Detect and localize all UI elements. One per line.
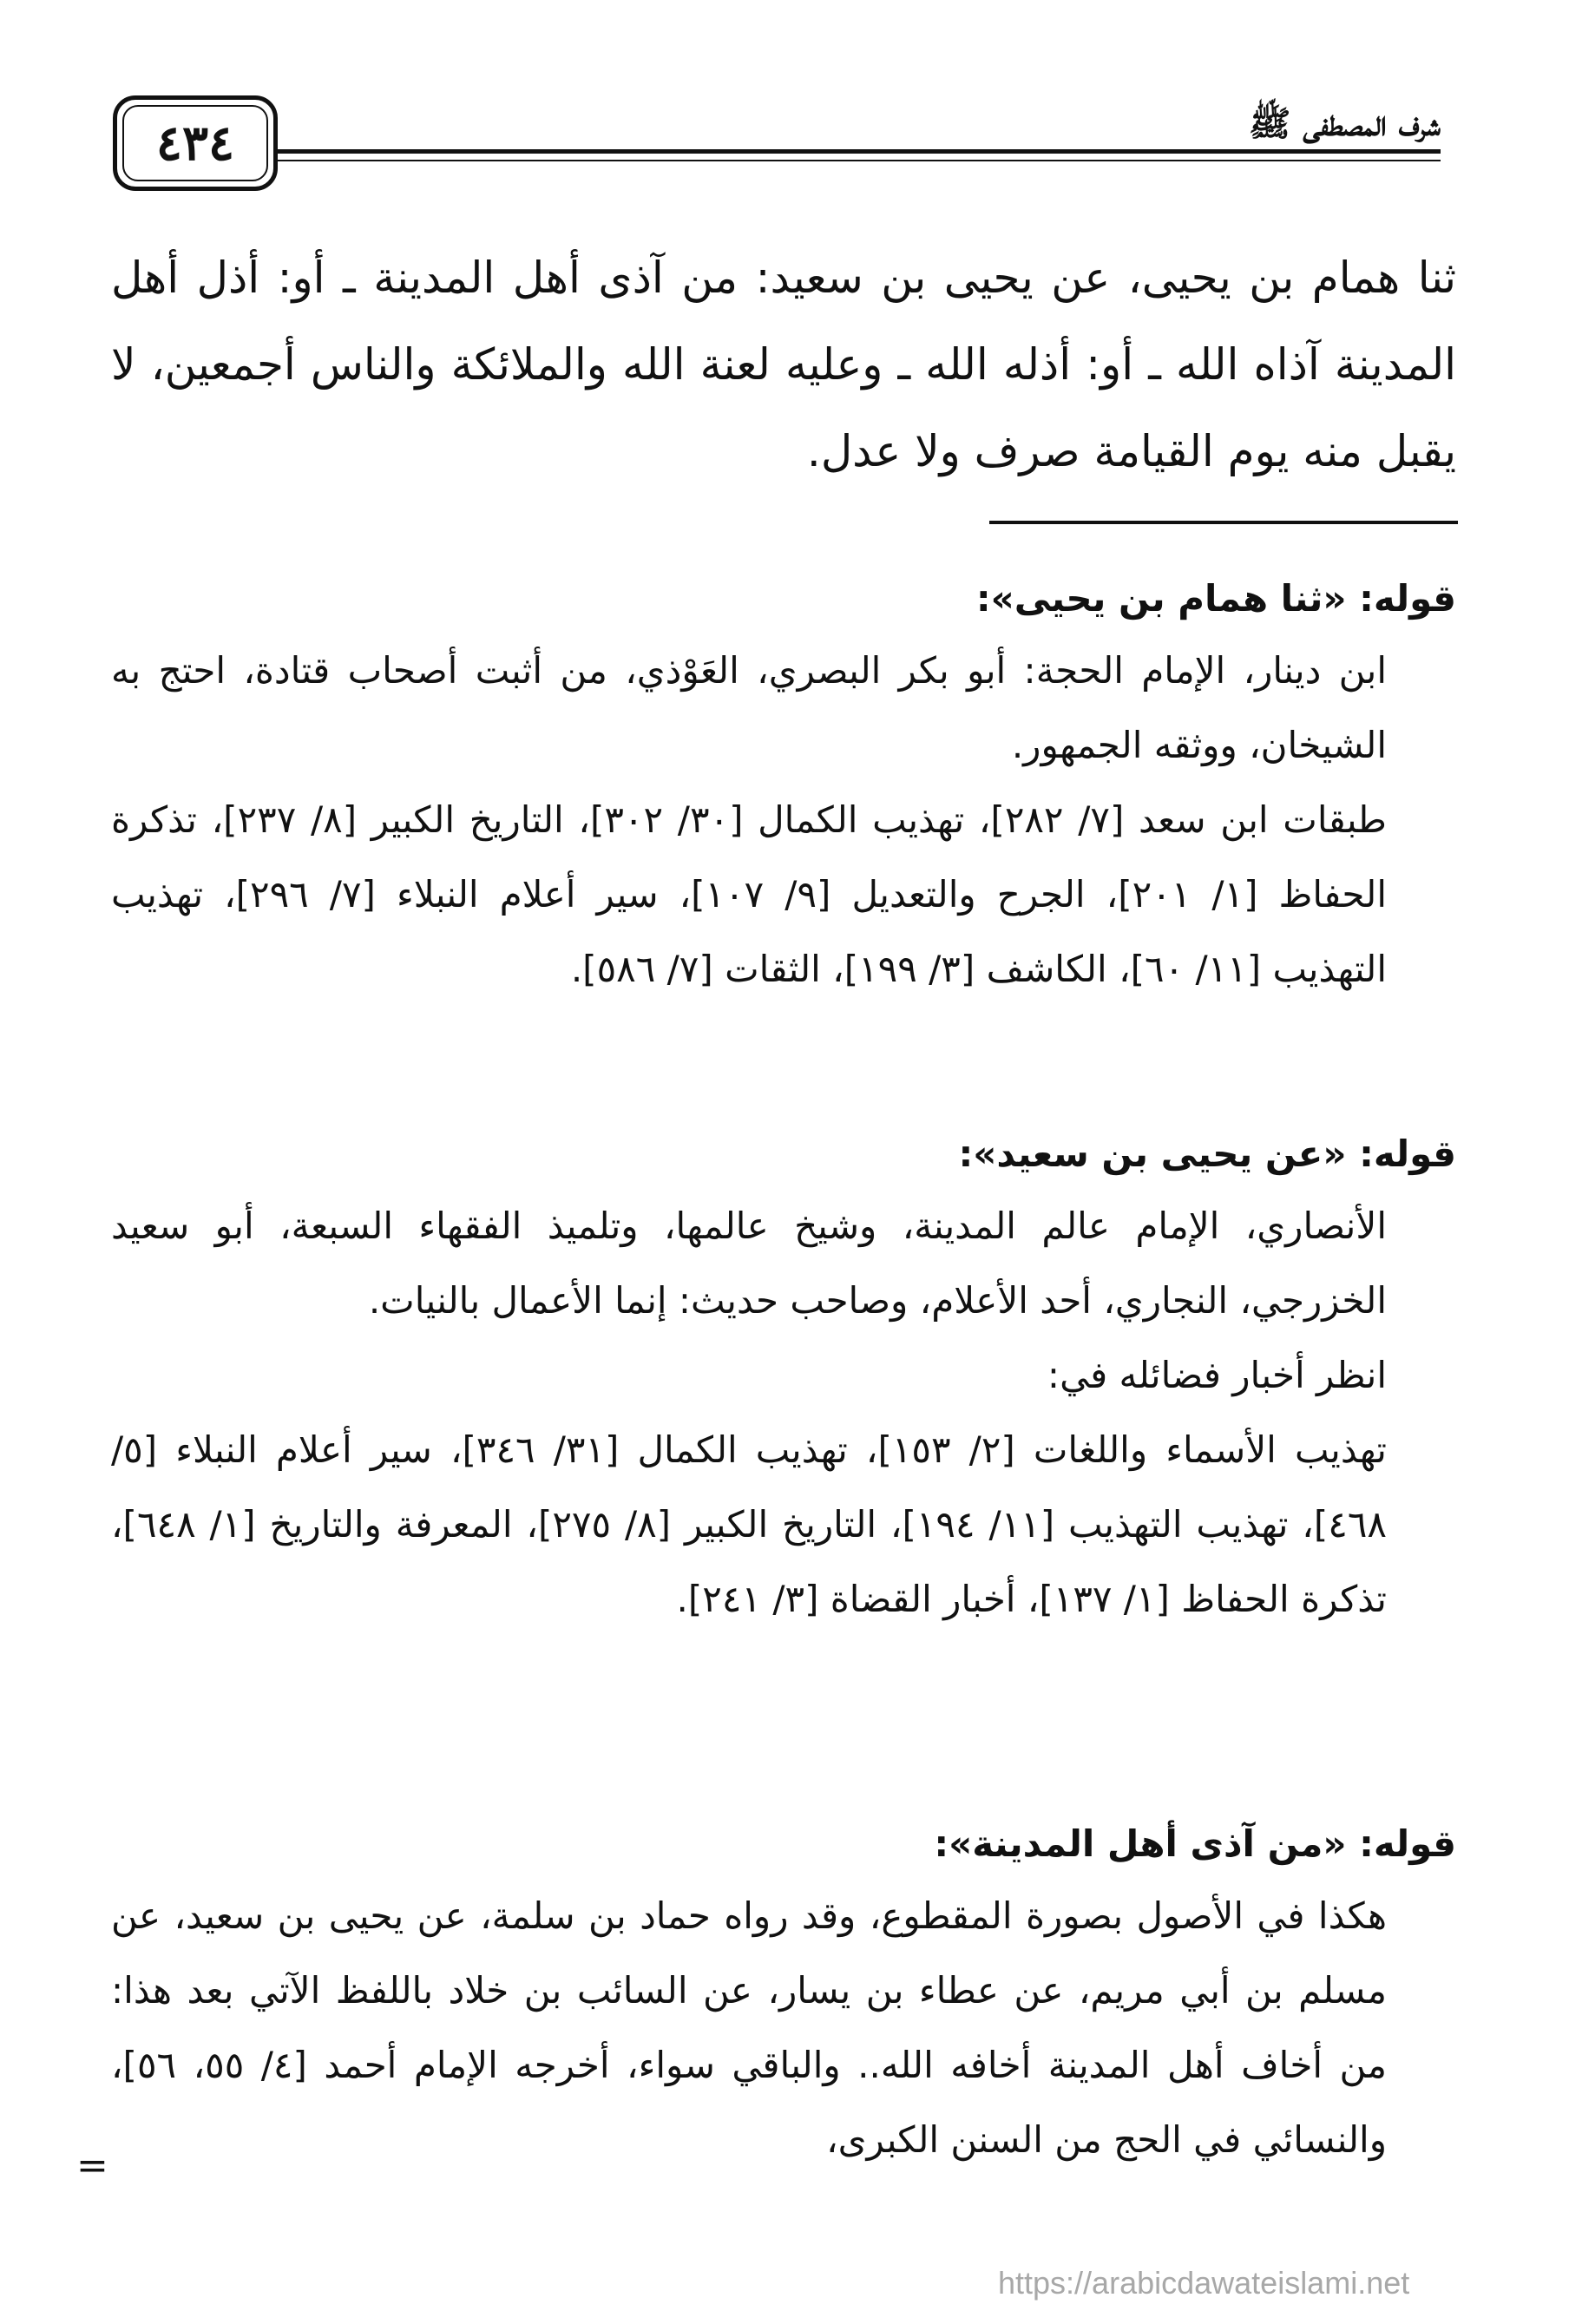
footnote-references: تهذيب الأسماء واللغات [٢/ ١٥٣]، تهذيب الكمال [٣١/ ٣٤٦]، سير أعلام النبلاء [٥/ ٤٦٨]، تهذيب التهذيب [١١/ ١٩٤]، التاريخ الكبير [٨/ ٢٧٥]، المعرفة والتاريخ [١/ ٦٤٨]، تذكرة الحفاظ [١/ ١٣٧]، أخبار القضاة [٣/ ٢٤١]. — [111, 1428, 1387, 1620]
footnote-paragraph: ابن دينار، الإمام الحجة: أبو بكر البصري، العَوْذي، من أثبت أصحاب قتادة، احتج به الشيخان، ووثقه الجمهور. — [111, 649, 1387, 766]
footnote-paragraph: انظر أخبار فضائله في: — [1047, 1354, 1387, 1396]
main-text — [111, 234, 1456, 495]
footnote-hammam — [111, 564, 1456, 1007]
footnote-paragraph: هكذا في الأصول بصورة المقطوع، وقد رواه حماد بن سلمة، عن يحيى بن سعيد، عن مسلم بن أبي مريم، عن عطاء بن يسار، عن السائب بن خلاد باللفظ الآتي بعد هذا: من أخاف أهل المدينة أخافه الله.. والباقي سواء، أخرجه الإمام أحمد [٤/ ٥٥، ٥٦]، والنسائي في الحج من السنن الكبرى، — [111, 1894, 1388, 2161]
watermark-url: https://arabicdawateislami.net — [998, 2265, 1410, 2301]
continuation-mark: = — [76, 2143, 108, 2188]
footnote-references: طبقات ابن سعد [٧/ ٢٨٢]، تهذيب الكمال [٣٠/ ٣٠٢]، التاريخ الكبير [٨/ ٢٣٧]، تذكرة الحفاظ [١/ ٢٠١]، الجرح والتعديل [٩/ ١٠٧]، سير أعلام النبلاء [٧/ ٢٩٦]، تهذيب التهذيب [١١/ ٦٠]، الكاشف [٣/ ١٩٩]، الثقات [٧/ ٥٨٦]. — [111, 798, 1387, 990]
footnote-heading: قوله: «ثنا همام بن يحيى»: — [975, 577, 1456, 620]
page-header — [113, 95, 1441, 195]
footnote-yahya — [111, 1119, 1456, 1637]
header-rule-thin — [278, 160, 1441, 161]
page-number-frame — [113, 95, 278, 191]
footnote-heading: قوله: «عن يحيى بن سعيد»: — [958, 1132, 1456, 1175]
footnote-heading: قوله: «من آذى أهل المدينة»: — [934, 1822, 1456, 1865]
footnote-separator — [989, 521, 1458, 524]
footnote-madinah — [111, 1809, 1456, 2177]
footnote-paragraph: الأنصاري، الإمام عالم المدينة، وشيخ عالمها، وتلميذ الفقهاء السبعة، أبو سعيد الخزرجي، النجاري، أحد الأعلام، وصاحب حديث: إنما الأعمال بالنيات. — [111, 1205, 1387, 1322]
running-title: شرف المصطفى ﷺ — [1249, 103, 1441, 144]
main-paragraph: ثنا همام بن يحيى، عن يحيى بن سعيد: من آذى أهل المدينة ـ أو: أذل أهل المدينة آذاه الله ـ أو: أذله الله ـ وعليه لعنة الله والملائكة والناس أجمعين، لا يقبل منه يوم القيامة صرف ولا عدل. — [111, 253, 1456, 476]
page-number: ٤٣٤ — [155, 115, 235, 172]
